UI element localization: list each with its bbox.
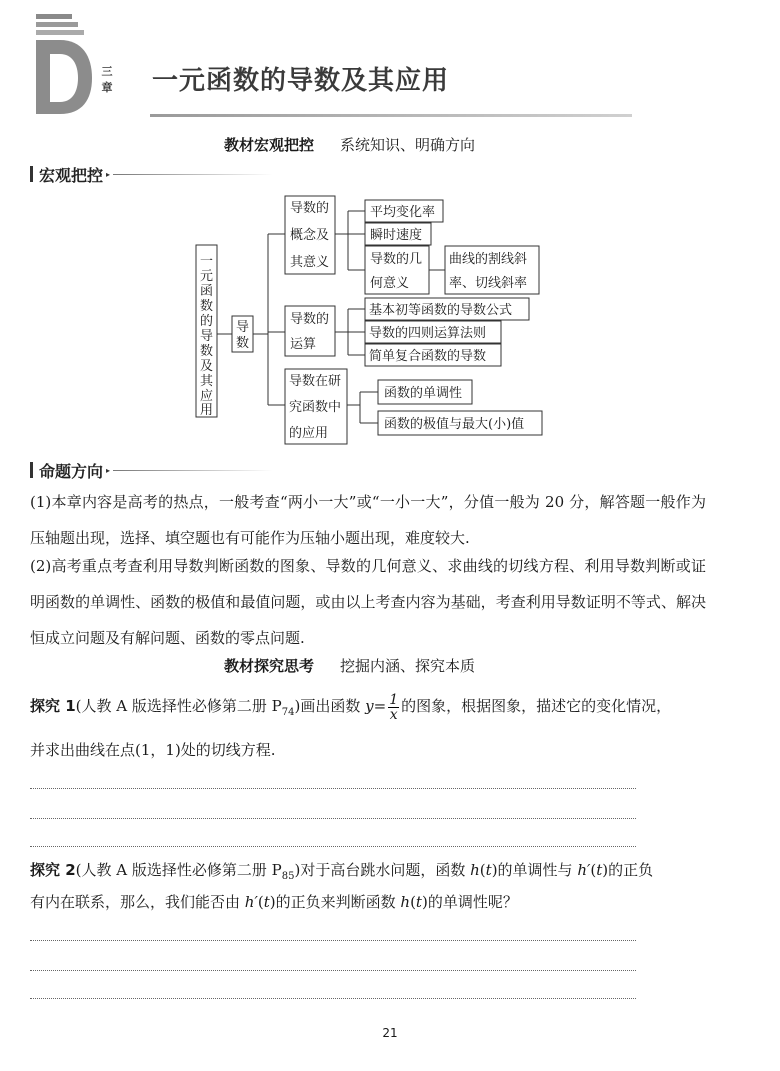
root-char: 导 bbox=[199, 329, 214, 344]
chapter-mark-char: 三 bbox=[101, 65, 113, 78]
math-var: h bbox=[400, 893, 411, 911]
answer-line bbox=[30, 846, 636, 847]
b1-geo-detail-line: 曲线的割线斜 bbox=[449, 252, 528, 267]
b2-item: 简单复合函数的导数 bbox=[369, 349, 487, 364]
b3-item: 函数的极值与最大(小)值 bbox=[384, 417, 525, 432]
question-page: 85 bbox=[281, 871, 295, 882]
page-number: 21 bbox=[382, 1026, 398, 1040]
math-var: t bbox=[485, 861, 492, 879]
root-char: 其 bbox=[199, 374, 214, 389]
direction-para-2: (2)高考重点考查利用导数判断函数的图象、导数的几何意义、求曲线的切线方程、利用导数判断或证明函数的单调性、函数的极值和最值问题，或由以上考查内容为基础，考查利用导数证明不等式、解决恒成立问题及有解问题、函数的零点问题. bbox=[30, 557, 706, 647]
question-1-line-2: 并求出曲线在点(1，1)处的切线方程. bbox=[30, 741, 276, 759]
fraction bbox=[388, 693, 399, 722]
root-char: 的 bbox=[199, 314, 214, 329]
question-page: 74 bbox=[281, 707, 295, 718]
chapter-mark-char: 章 bbox=[101, 81, 113, 94]
root-char: 用 bbox=[199, 403, 214, 418]
branch1-line: 概念及 bbox=[290, 228, 330, 243]
question-text: 的图象，根据图象，描述它的变化情况， bbox=[401, 697, 672, 715]
answer-line bbox=[30, 788, 636, 789]
b1-item: 瞬时速度 bbox=[370, 228, 423, 243]
question-2-line-2: 有内在联系，那么，我们能否由 h′(t)的正负来判断函数 h(t)的单调性呢？ bbox=[30, 893, 518, 911]
section-title: 教材探究思考 bbox=[224, 657, 315, 675]
branch3-line: 导数在研 bbox=[289, 374, 342, 389]
answer-line bbox=[30, 940, 636, 941]
fraction-denominator: x bbox=[389, 706, 398, 723]
root-char: 应 bbox=[199, 389, 214, 404]
direction-label: 命题方向 bbox=[39, 461, 104, 481]
math-var: t bbox=[596, 861, 603, 879]
question-source: (人教 A 版选择性必修第二册 P bbox=[75, 861, 282, 879]
question-text: 的正负来判断函数 bbox=[275, 893, 401, 911]
b1-geo-line: 何意义 bbox=[370, 276, 410, 291]
b1-item: 平均变化率 bbox=[370, 205, 436, 220]
b3-item: 函数的单调性 bbox=[384, 386, 463, 401]
question-1 bbox=[30, 688, 706, 731]
branch3-line: 的应用 bbox=[289, 426, 329, 441]
direction-para-1: (1)本章内容是高考的热点，一般考查“两小一大”或“一小一大”，分值一般为 20 分，解答题一般作为压轴题出现，选择、填空题也有可能作为压轴小题出现，难度较大. bbox=[30, 493, 706, 547]
derivative-char: 数 bbox=[235, 336, 250, 351]
root-char: 元 bbox=[199, 269, 214, 284]
concept-map bbox=[0, 0, 780, 460]
root-char: 数 bbox=[199, 344, 214, 359]
direction-heading: 命题方向 ▸ bbox=[30, 460, 273, 480]
root-char: 函 bbox=[199, 284, 214, 299]
macro-control-heading: 宏观把控 ▸ bbox=[30, 164, 273, 184]
branch1-line: 导数的 bbox=[290, 201, 330, 216]
section-subtitle: 挖掘内涵、探究本质 bbox=[340, 657, 476, 675]
answer-line bbox=[30, 970, 636, 971]
root-char: 及 bbox=[199, 359, 214, 374]
question-text: 的单调性呢？ bbox=[427, 893, 518, 911]
math-var: h′ bbox=[244, 893, 258, 911]
macro-control-label: 宏观把控 bbox=[39, 165, 104, 185]
question-source: (人教 A 版选择性必修第二册 P bbox=[75, 697, 282, 715]
question-label: 探究 1 bbox=[30, 697, 76, 715]
math-eq: = bbox=[373, 697, 387, 715]
b2-item: 导数的四则运算法则 bbox=[369, 326, 487, 341]
root-char: 数 bbox=[199, 299, 214, 314]
fraction-numerator: 1 bbox=[389, 691, 399, 708]
branch2-line: 运算 bbox=[290, 337, 317, 352]
question-text: 有内在联系，那么，我们能否由 bbox=[30, 893, 245, 911]
question-text: )画出函数 bbox=[294, 697, 366, 715]
math-var: t bbox=[263, 893, 270, 911]
question-label: 探究 2 bbox=[30, 861, 76, 879]
answer-line bbox=[30, 998, 636, 999]
branch2-line: 导数的 bbox=[290, 312, 330, 327]
answer-line bbox=[30, 818, 636, 819]
section-title: 教材宏观把控 bbox=[224, 136, 315, 154]
section-heading-2 bbox=[224, 655, 475, 676]
math-var: t bbox=[415, 893, 422, 911]
question-2: 探究 2(人教 A 版选择性必修第二册 $P_{85}$)对于高台跳水问题，函数 h(t)的单调性与 h′(t)的正负 bbox=[30, 861, 654, 882]
math-var: h bbox=[470, 861, 480, 879]
b2-item: 基本初等函数的导数公式 bbox=[369, 303, 513, 318]
branch1-line: 其意义 bbox=[290, 255, 330, 270]
math-var: y bbox=[365, 697, 374, 715]
derivative-char: 导 bbox=[235, 320, 250, 335]
branch3-line: 究函数中 bbox=[289, 400, 342, 415]
chapter-title: 一元函数的导数及其应用 bbox=[152, 66, 450, 96]
root-char: 一 bbox=[199, 254, 214, 269]
b1-geo-line: 导数的几 bbox=[370, 252, 423, 267]
question-text: 的单调性与 bbox=[497, 861, 578, 879]
math-var: h′ bbox=[577, 861, 591, 879]
question-text: )对于高台跳水问题，函数 bbox=[294, 861, 471, 879]
question-text: 的正负 bbox=[608, 861, 654, 879]
section-subtitle: 系统知识、明确方向 bbox=[340, 136, 476, 154]
b1-geo-detail-line: 率、切线斜率 bbox=[449, 276, 528, 291]
